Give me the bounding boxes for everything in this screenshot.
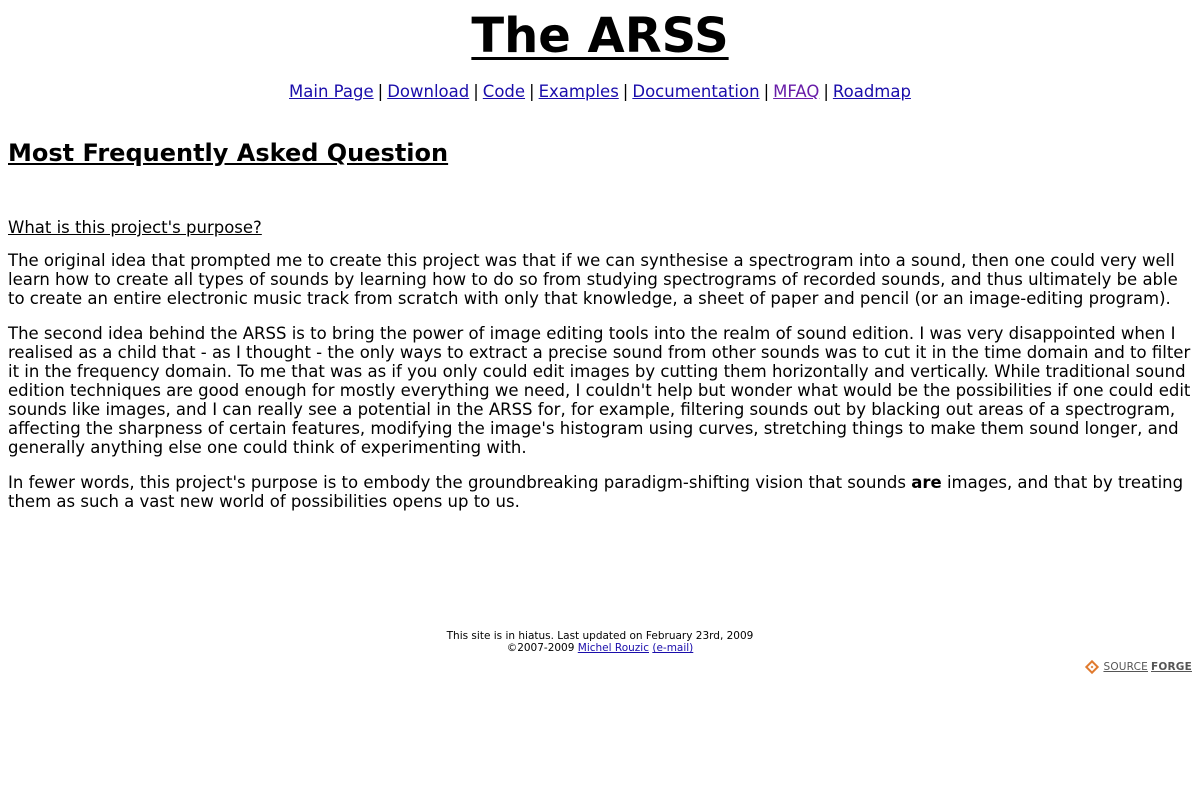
answer-emphasis: are <box>911 473 942 492</box>
nav-separator: | <box>823 82 829 101</box>
nav-separator: | <box>529 82 535 101</box>
site-title-text: The ARSS <box>471 8 729 64</box>
answer-text-after: images, and that by treating them as such a vast new world of possibilities opens up to us. <box>8 473 1184 511</box>
footer-copyright: ©2007-2009 <box>506 642 575 654</box>
sourceforge-logo[interactable] <box>1087 661 1192 673</box>
email-link[interactable]: (e-mail) <box>652 642 694 654</box>
footer <box>0 630 1200 654</box>
nav-link-roadmap[interactable]: Roadmap <box>832 82 911 101</box>
main-navigation <box>8 82 1192 102</box>
nav-separator: | <box>763 82 770 101</box>
sourceforge-diamond-icon <box>1085 660 1099 674</box>
author-link[interactable]: Michel Rouzic <box>577 642 649 654</box>
nav-separator: | <box>473 82 479 101</box>
nav-link-code[interactable]: Code <box>482 82 526 101</box>
answer-paragraph-1: The original idea that prompted me to create this project was that if we can synthesise a spectrogram into a sound, then one could very well learn how to create all types of sounds by learning how to do so from studying spectrograms of recorded sounds, and thus ultimately be able to create an entire electronic music track from scratch with only that knowledge, a sheet of paper and pencil (or an image-editing program). <box>8 251 1178 308</box>
question-heading: What is this project's purpose? <box>8 218 262 237</box>
footer-status: This site is in hiatus. Last updated on February 23rd, 2009 <box>446 630 754 642</box>
nav-link-mfaq[interactable]: MFAQ <box>773 82 820 101</box>
section-title: Most Frequently Asked Question <box>8 139 449 167</box>
nav-link-documentation[interactable]: Documentation <box>632 82 760 101</box>
nav-separator: | <box>622 82 629 101</box>
answer-paragraph-3 <box>8 473 1194 511</box>
footer-copyright-line <box>0 642 1200 654</box>
nav-separator: | <box>377 82 384 101</box>
sourceforge-text-light: SOURCE <box>1103 661 1149 673</box>
answer-paragraph-2: The second idea behind the ARSS is to bring the power of image editing tools into the realm of sound edition. I was very disappointed when I realised as a child that - as I thought - the only ways to extract a precise sound from other sounds was to cut it in the time domain and to filter it in the frequency domain. To me that was as if you only could edit images by cutting them horizontally and vertically. While traditional sound edition techniques are good enough for mostly everything we need, I couldn't help but wonder what would be the possibilities if one could edit sounds like images, and I can really see a potential in the ARSS for, for example, filtering sounds out by blacking out areas of a spectrogram, affecting the sharpness of certain features, modifying the image's histogram using curves, stretching things to make them sound longer, and generally anything else one could think of experimenting with. <box>8 324 1191 457</box>
nav-link-main-page[interactable]: Main Page <box>289 82 374 101</box>
site-title <box>8 0 1192 64</box>
answer-text-before: In fewer words, this project's purpose is to embody the groundbreaking paradigm-shifting vision that sounds <box>8 473 912 492</box>
sourceforge-text-bold: FORGE <box>1151 661 1192 673</box>
nav-link-download[interactable]: Download <box>387 82 470 101</box>
nav-link-examples[interactable]: Examples <box>538 82 619 101</box>
